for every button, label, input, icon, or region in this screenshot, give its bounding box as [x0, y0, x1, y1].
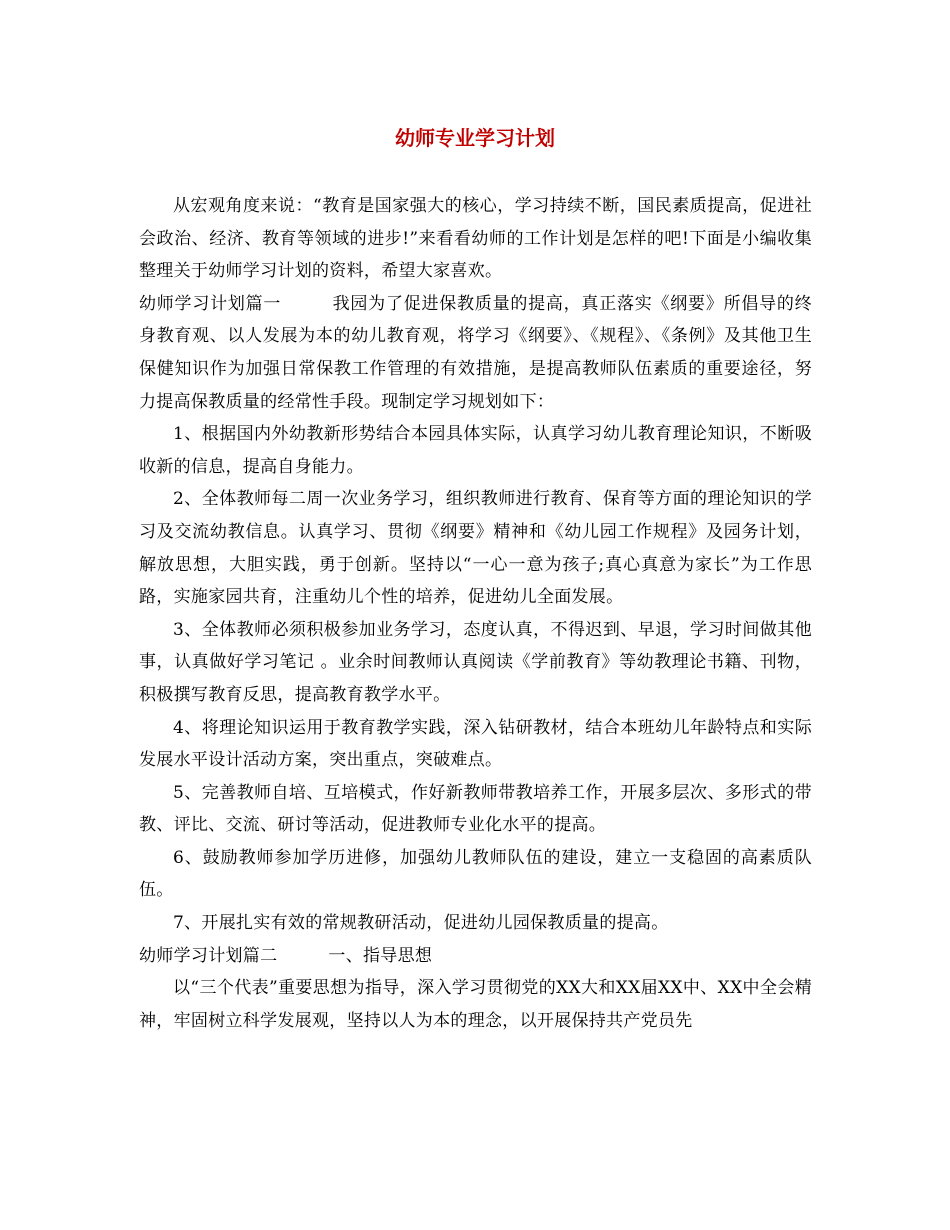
section-2-subheading: 一、指导思想 — [328, 945, 433, 966]
document-title: 幼师专业学习计划 — [395, 126, 555, 150]
list-item: 6、鼓励教师参加学历进修，加强幼儿教师队伍的建设，建立一支稳固的高素质队伍。 — [139, 847, 812, 901]
intro-paragraph: 从宏观角度来说：“教育是国家强大的核心，学习持续不断，国民素质提高，促进社会政治、经济、教育等领域的进步!”来看看幼师的工作计划是怎样的吧!下面是小编收集整理关于幼师学习计划的资料，希望大家喜欢。 — [139, 196, 812, 282]
list-item: 5、完善教师自培、互培模式，作好新教师带教培养工作，开展多层次、多形式的带教、评比、交流、研讨等活动，促进教师专业化水平的提高。 — [139, 782, 812, 836]
list-item: 7、开展扎实有效的常规教研活动，促进幼儿园保教质量的提高。 — [173, 913, 669, 934]
section-2-paragraph: 以“三个代表”重要思想为指导，深入学习贯彻党的XX大和XX届XX中、XX中全会精神，牢固树立科学发展观，坚持以人为本的理念，以开展保持共产党员先 — [139, 978, 812, 1031]
list-item: 1、根据国内外幼教新形势结合本园具体实际，认真学习幼儿教育理论知识，不断吸收新的信息，提高自身能力。 — [139, 424, 812, 477]
list-item: 4、将理论知识运用于教育教学实践，深入钻研教材，结合本班幼儿年龄特点和实际发展水平设计活动方案，突出重点，突破难点。 — [139, 717, 812, 771]
document-body — [139, 190, 812, 1037]
section-2 — [139, 940, 812, 973]
list-item: 3、全体教师必须积极参加业务学习，态度认真，不得迟到、早退，学习时间做其他事，认真做好学习笔记 。业余时间教师认真阅读《学前教育》等幼教理论书籍、刊物，积极撰写教育反思，提高教育教学水平。 — [139, 619, 812, 705]
list-item: 2、全体教师每二周一次业务学习，组织教师进行教育、保育等方面的理论知识的学习及交流幼教信息。认真学习、贯彻《纲要》精神和《幼儿园工作规程》及园务计划，解放思想，大胆实践，勇于创新。坚持以“一心一意为孩子;真心真意为家长”为工作思路，实施家园共育，注重幼儿个性的培养，促进幼儿全面发展。 — [139, 489, 812, 608]
section-2-heading: 幼师学习计划篇二 — [139, 945, 278, 966]
section-1-heading: 幼师学习计划篇一 — [139, 293, 282, 314]
section-1-lead: 我园为了促进保教质量的提高，真正落实《纲要》所倡导的终身教育观、以人发展为本的幼儿教育观，将学习《纲要》、《规程》、《条例》及其他卫生保健知识作为加强日常保教工作管理的有效措施，是提高教师队伍素质的重要途径，努力提高保教质量的经常性手段。现制定学习规划如下： — [139, 293, 812, 412]
section-1 — [139, 288, 812, 418]
